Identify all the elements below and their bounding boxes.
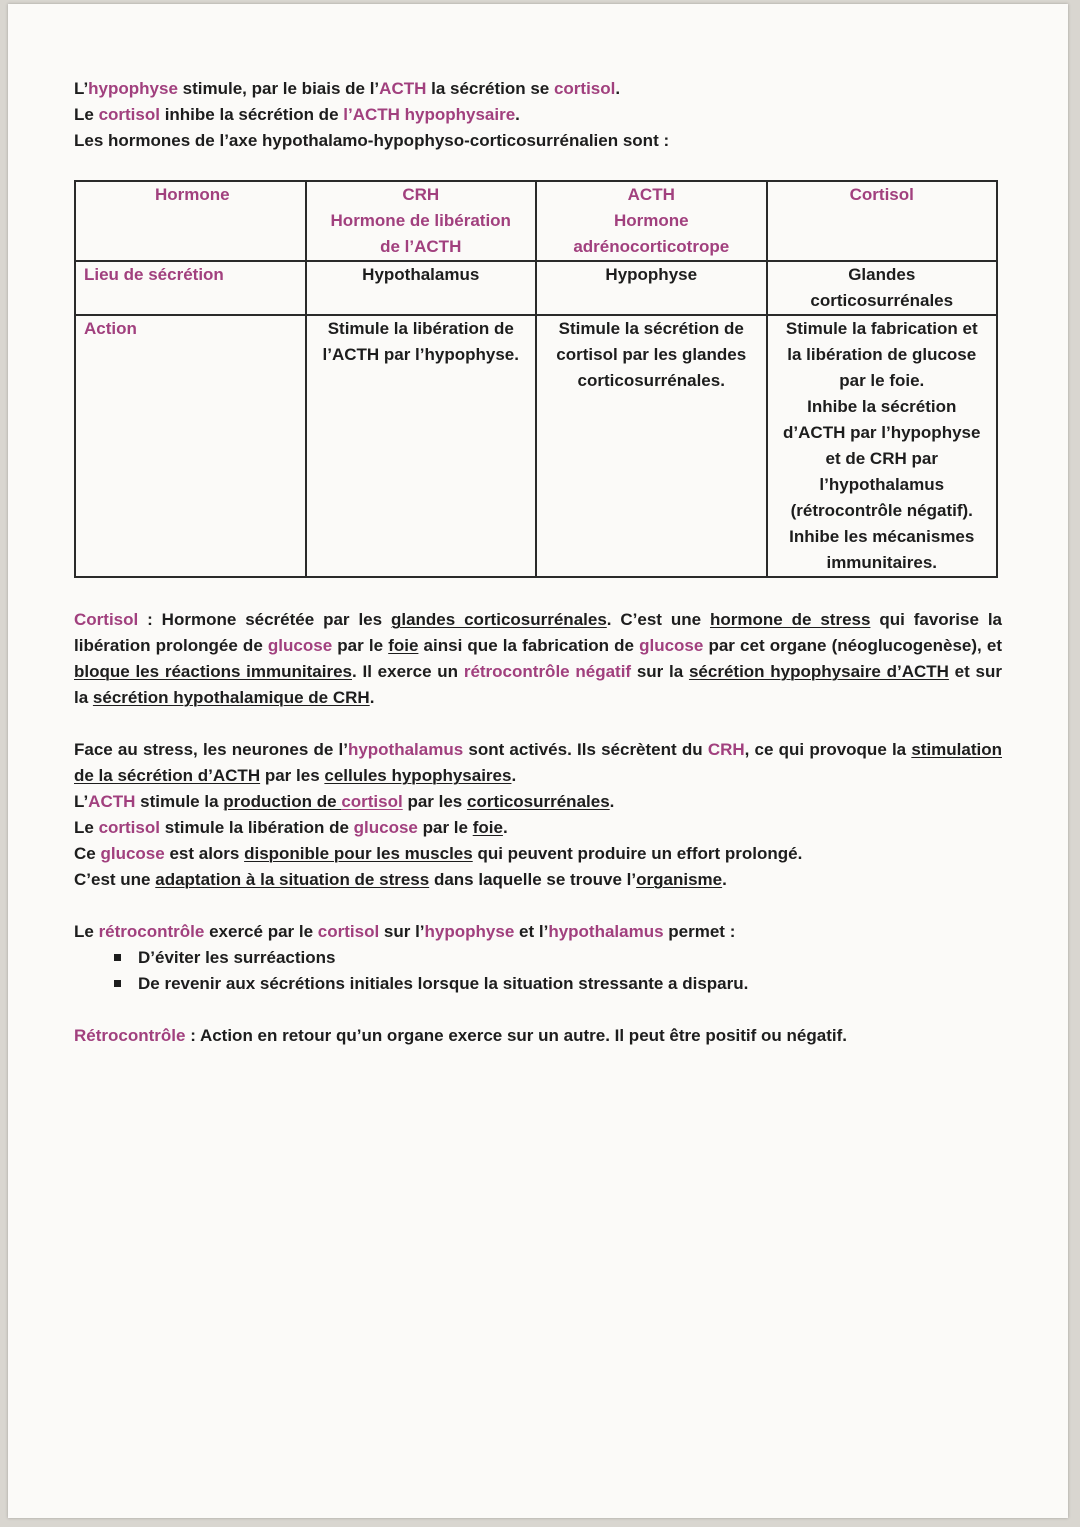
cell-lieu-cortisol: Glandes corticosurrénales (767, 261, 998, 315)
stress-line-glucose: Ce glucose est alors disponible pour les muscles qui peuvent produire un effort prolongé. (74, 844, 803, 863)
stress-paragraph: Face au stress, les neurones de l’hypothalamus sont activés. Ils sécrètent du CRH, ce qui provoque la stimulation de la sécrétion d’ACTH par les cellules hypophysaires. (74, 740, 1002, 785)
intro-line-3: Les hormones de l’axe hypothalamo-hypophyso-corticosurrénalien sont : (74, 131, 670, 150)
stress-line-cortisol: Le cortisol stimule la libération de glucose par le foie. (74, 818, 508, 837)
hormone-table (74, 180, 998, 578)
header-hormone: Hormone (75, 181, 306, 261)
cell-lieu-acth: Hypophyse (536, 261, 767, 315)
cell-lieu-crh: Hypothalamus (306, 261, 537, 315)
row-label-action: Action (75, 315, 306, 577)
intro-line-1: L’hypophyse stimule, par le biais de l’ACTH la sécrétion se cortisol. (74, 79, 621, 98)
retro-bullet-list (74, 945, 1002, 997)
cell-action-acth: Stimule la sécrétion de cortisol par les glandes corticosurrénales. (536, 315, 767, 577)
header-crh: CRH Hormone de libération de l’ACTH (306, 181, 537, 261)
cell-action-cortisol: Stimule la fabrication et la libération de glucose par le foie. Inhibe la sécrétion d’ACTH par l’hypophyse et de CRH par l’hypothalamus (rétrocontrôle négatif). Inhibe les mécanismes immunitaires. (767, 315, 998, 577)
list-item: D’éviter les surréactions (138, 945, 1002, 971)
stress-line-adaptation: C’est une adaptation à la situation de stress dans laquelle se trouve l’organisme. (74, 870, 727, 889)
table-row-action (75, 315, 997, 577)
retro-intro: Le rétrocontrôle exercé par le cortisol sur l’hypophyse et l’hypothalamus permet : (74, 922, 736, 941)
header-cortisol: Cortisol (767, 181, 998, 261)
table-header-row (75, 181, 997, 261)
document-page (8, 4, 1068, 1518)
row-label-lieu: Lieu de sécrétion (75, 261, 306, 315)
cell-action-crh: Stimule la libération de l’ACTH par l’hypophyse. (306, 315, 537, 577)
cortisol-definition: Cortisol : Hormone sécrétée par les glandes corticosurrénales. C’est une hormone de stress qui favorise la libération prolongée de glucose par le foie ainsi que la fabrication de glucose par cet organe (néoglucogenèse), et bloque les réactions immunitaires. Il exerce un rétrocontrôle négatif sur la sécrétion hypophysaire d’ACTH et sur la sécrétion hypothalamique de CRH. (74, 610, 1002, 707)
table-row-lieu (75, 261, 997, 315)
list-item: De revenir aux sécrétions initiales lorsque la situation stressante a disparu. (138, 971, 1002, 997)
intro-line-2: Le cortisol inhibe la sécrétion de l’ACTH hypophysaire. (74, 105, 520, 124)
stress-line-acth: L’ACTH stimule la production de cortisol par les corticosurrénales. (74, 792, 615, 811)
retro-definition: Rétrocontrôle : Action en retour qu’un organe exerce sur un autre. Il peut être positif ou négatif. (74, 1026, 847, 1045)
page-content (74, 76, 1002, 1049)
header-acth: ACTH Hormone adrénocorticotrope (536, 181, 767, 261)
